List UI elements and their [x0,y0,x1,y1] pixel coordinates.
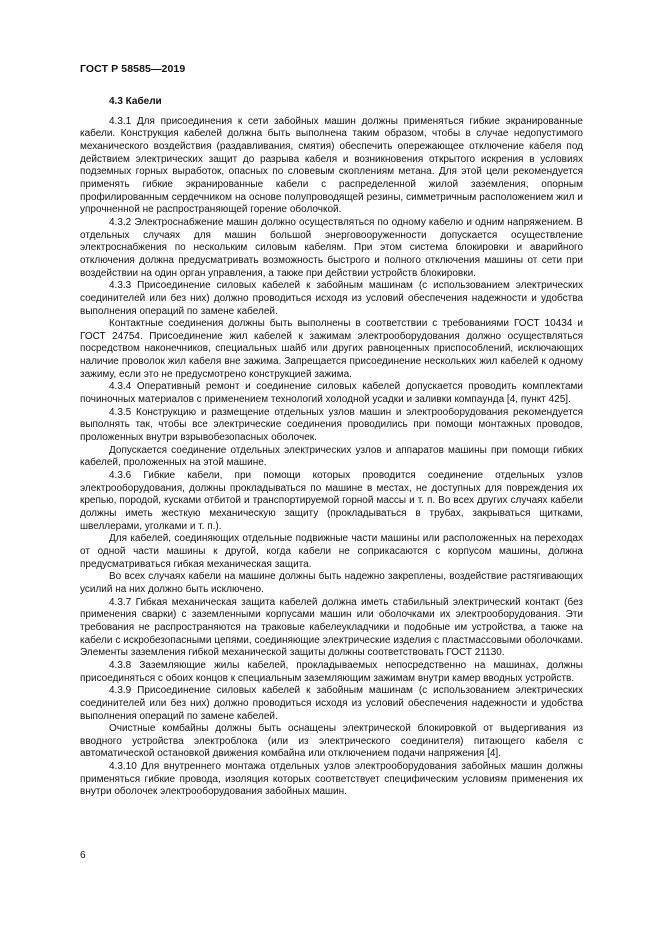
paragraph-fastening: Во всех случаях кабели на машине должны быть надежно закреплены, воздействие растягивающих усилий на них должно быть исключено. [80,571,583,595]
paragraph-4-3-10: 4.3.10 Для внутреннего монтажа отдельных узлов электрооборудования забойных машин должны применяться гибкие провода, изоляция которых соответствует специфическим условиям применения их внутри оболочек электрооборудования забойных машин. [80,761,583,798]
paragraph-4-3-7: 4.3.7 Гибкая механическая защита кабелей должна иметь стабильный электрический контакт (без применения сварки) с заземленными корпусами машин или оболочками их электрооборудования. Эти требования не распространяются на траковые кабелеукладчики и подобные им устройства, а также на кабели с искробезопасными цепями, соединяющие электрические изделия с пластмассовыми оболочками. Элементы заземления гибкой механической защиты должны соответствовать ГОСТ 21130. [80,596,583,659]
paragraph-moving-parts: Для кабелей, соединяющих отдельные подвижные части машины или расположенных на переходах от одной части машины к другой, когда кабели не соприкасаются с корпусом машины, должна предусматриваться гибкая механическая защита. [80,533,583,570]
paragraph-4-3-1: 4.3.1 Для присоединения к сети забойных машин должны применяться гибкие экранированные кабели. Конструкция кабелей должна быть выполнена таким образом, чтобы в случае недопустимого механического воздействия (раздавливания, смятия) обеспечить опережающее отключение кабеля под действием электрических защит до разрыва кабеля и возникновения открытого искрения в условиях подземных горных выработок, опасных по словевым скоплениям метана. Для этой цели рекомендуется применять гибкие экранированные кабели с распределенной жилой заземления, опорным профилированным сердечником на основе полупроводящей резины, симметричным расположением жил и упрочненной не распространяющей горение оболочкой. [80,115,583,216]
paragraph-4-3-5: 4.3.5 Конструкцию и размещение отдельных узлов машин и электрооборудования рекомендуется выполнять так, чтобы все электрические соединения проводились при помощи монтажных проводов, проложенных внутри взрывобезопасных оболочек. [80,406,583,444]
paragraph-combines: Очистные комбайны должны быть оснащены электрической блокировкой от выдергивания из вводного устройства электроблока (или из электрического соединителя) питающего кабеля с автоматической остановкой движения комбайна или отключением подачи напряжения [4]. [80,723,583,760]
paragraph-4-3-2: 4.3.2 Электроснабжение машин должно осуществляться по одному кабелю и одним напряжением. В отдельных случаях для машин большой энерговооруженности допускается осуществление электроснабжения по нескольким силовым кабелям. При этом система блокировки и аварийного отключения должна предусматривать возможность быстрого и полного отключения машины от сети при воздействии на один орган управления, а также при действии устройств блокировки. [80,216,583,279]
page-number: 6 [80,850,86,861]
paragraph-4-3-6: 4.3.6 Гибкие кабели, при помощи которых проводится соединение отдельных узлов электрооборудования, должны прокладываться по машине в местах, не доступных для повреждения их крепью, породой, кусками отбитой и транспортируемой горной массы и т. п. Во всех других случаях кабели должны иметь жесткую механическую защиту (прокладываться в трубах, закрываться щитками, швеллерами, уголками и т. п.). [80,470,583,532]
paragraph-4-3-3: 4.3.3 Присоединение силовых кабелей к забойным машинам (с использованием электрических соединителей или без них) должно проводиться исходя из условий обеспечения надежности и удобства выполнения операций по замене кабелей. [80,280,583,317]
document-body [80,96,583,799]
paragraph-4-3-8: 4.3.8 Заземляющие жилы кабелей, прокладываемых непосредственно на машинах, должны присоединяться с обоих концов к специальным заземляющим зажимам внутри камер вводных устройств. [80,659,583,684]
section-title: 4.3 Кабели [109,96,162,107]
document-header: ГОСТ Р 58585—2019 [80,63,186,75]
paragraph-4-3-9: 4.3.9 Присоединение силовых кабелей к забойным машинам (с использованием электрических соединителей или без них) должно проводиться исходя из условий обеспечения надежности и удобства выполнения операций по замене кабелей. [80,685,583,722]
paragraph-allowed-connection: Допускается соединение отдельных электрических узлов и аппаратов машины при помощи гибких кабелей, проложенных на этой машине. [80,444,583,469]
paragraph-4-3-4: 4.3.4 Оперативный ремонт и соединение силовых кабелей допускается проводить комплектами починочных материалов с применением технологий холодной усадки и заливки компаунда [4, пункт 425]. [80,381,583,406]
paragraph-contact-connections: Контактные соединения должны быть выполнены в соответствии с требованиями ГОСТ 10434 и ГОСТ 24754. Присоединение жил кабелей к зажимам электрооборудования должно осуществляться посредством наконечников, специальных шайб или других равноценных приспособлений, исключающих наличие проволок жил кабеля вне зажима. Запрещается присоединение нескольких жил кабелей к одному зажиму, если это не предусмотрено конструкцией зажима. [80,318,583,380]
